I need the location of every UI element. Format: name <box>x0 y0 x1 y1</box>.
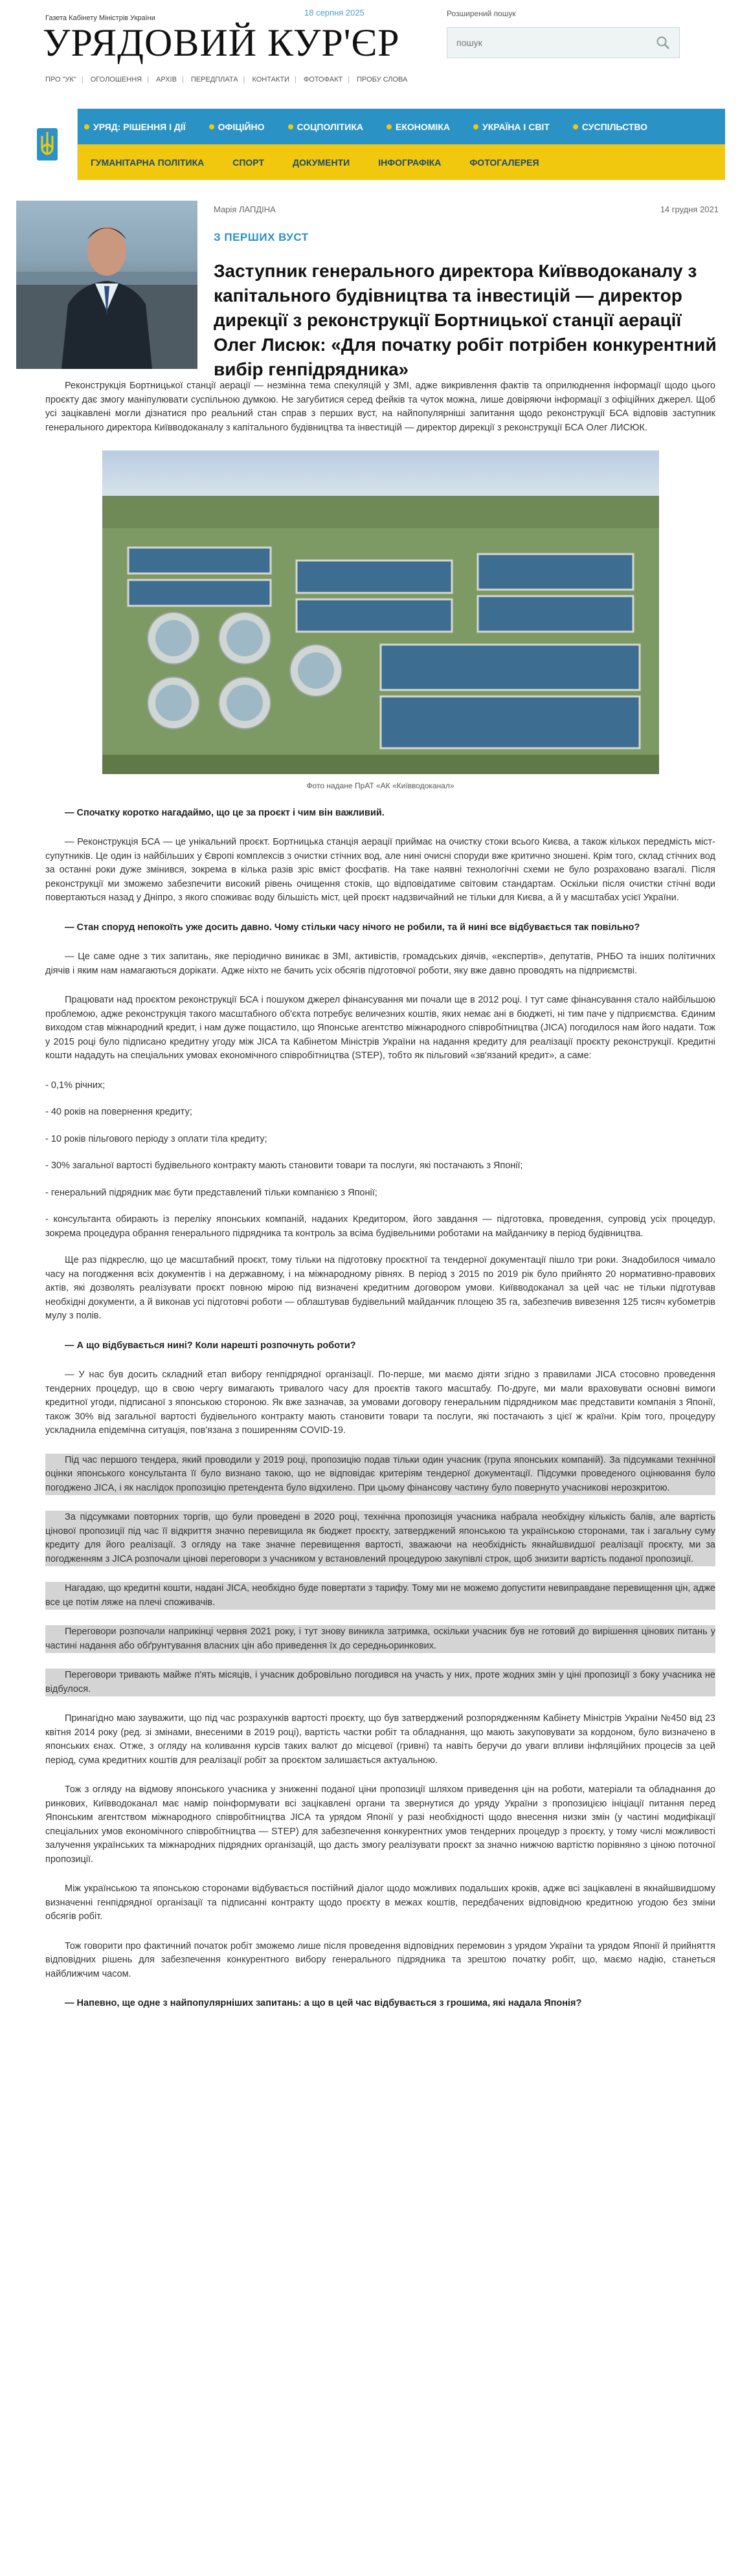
nav-item-official[interactable]: ОФІЦІЙНО <box>209 122 265 132</box>
question-3: — А що відбувається нині? Коли нарешті розпочнуть роботи? <box>65 1340 356 1351</box>
list-item: - 0,1% річних; <box>45 1080 106 1091</box>
highlighted-paragraph: За підсумками повторних торгів, що були проведені в 2020 році, технічна пропозиція учасника набрала необхідну кількість балів, але вартість цінової пропозиції під час її відкриття значно перевищила як бюджет проєкту, затверджений японською та українською сторонами, так і загальну суму кредиту для його реалізації. З огляду на таке значне перевищення вартості, зважаючи на необхідність якнайшвидшої реалізації проєкту, ми за погодженням з JICA розпочали цінові переговори з учасником у встановлений процедурою закупівлі строк, щоб знизити вартість поданої пропозиції. <box>45 1511 715 1566</box>
article-intro: Реконструкція Бортницької станції аерації — незмінна тема спекуляцій у ЗМІ, адже викривлення фактів та оприлюднення інформації щодо цього проєкту дає змогу маніпулювати суспільною думкою. Не загубитися серед фейків та чуток можна, лише довіряючи інформації з офіційних джерел. Щоб усі зацікавлені могли дізнатися про реальний стан справ з перших вуст, на найпопулярніші запитання щодо реконструкції БСА відповів заступник генерального директора Київводоканалу з капітального будівництва та інвестицій — директор дирекції з реконструкції БСА Олег ЛИСЮК. <box>45 381 715 433</box>
nav-item-photogallery[interactable]: ФОТОГАЛЕРЕЯ <box>469 157 539 168</box>
highlighted-paragraph: Переговори розпочали наприкінці червня 2021 року, і тут знову виникла затримка, оскільки учасник був не готовий до вирішення цінових питань у частині надання або обґрунтування власних цін або приведення їх до середньоринкових. <box>45 1625 715 1653</box>
top-link-words[interactable]: ПРОБУ СЛОВА <box>357 76 408 83</box>
question-2: — Стан споруд непокоїть уже досить давно. Чому стільки часу нічого не робили, та й нині все відбувається так повільно? <box>65 922 640 933</box>
list-item: - 40 років на повернення кредиту; <box>45 1107 192 1117</box>
current-date: 18 серпня 2025 <box>304 8 364 17</box>
nav-item-humanitarian[interactable]: ГУМАНІТАРНА ПОЛІТИКА <box>91 157 205 168</box>
question-1: — Спочатку коротко нагадаймо, що це за проєкт і чим він важливий. <box>65 807 385 818</box>
treatment-plant-photo <box>102 450 659 774</box>
answer-2-financing: Працювати над проєктом реконструкції БСА і пошуком джерел фінансування ми почали ще в 2012 році. І тут саме фінансування стало найбільшою проблемою, адже реконструкція такого масштабного об'єкта потребує величезних коштів, яких немає ані в бюджеті, ні тим паче у підприємства. Єдиним виходом став міжнародний кредит, і нам дуже пощастило, що Японське агентство міжнародного співробітництва (JICA) погодилося нам його надати. Тож у 2015 році було підписано кредитну угоду між JICA та Кабінетом Міністрів України на надання кредиту для реалізації проєкту реконструкції. Кредитні кошти нададуть на спеціальних умовах економічного співробітництва (STEP), тобто як пільговий «зв'язаний кредит», а саме: <box>45 995 715 1061</box>
advanced-search-link[interactable]: Розширений пошук <box>447 9 516 18</box>
nav-item-ukraine-world[interactable]: УКРАЇНА І СВІТ <box>473 122 550 132</box>
answer-4: Принагідно маю зауважити, що під час розрахунків вартості проєкту, що був затверджений розпорядженням Кабінету Міністрів України №450 від 23 квітня 2014 року (ред. зі змінами, внесеними в 2019 році), вартість частки робіт та обладнання, що мають закуповувати за кордоном, було визначено в японських єнах. Отже, з огляду на коливання курсів таких валют до місцевої (гривні) та навіть беручи до уваги впливи інфляційних процесів за цей період, сума кредитних коштів для реалізації робіт за проєктом залишається актуальною. <box>45 1713 715 1766</box>
search-box <box>447 27 680 58</box>
top-link-subscription[interactable]: ПЕРЕДПЛАТА <box>190 76 238 83</box>
highlighted-paragraph: Під час першого тендера, який проводили у 2019 році, пропозицію подав тільки один учасник (група японських компаній). За підсумками технічної оцінки японського консультанта її було визнано такою, що не відповідає критеріям тендерної документації. Підсумки проведеного оцінювання було погоджено JICA, і як наслідок пропозицію претендента було відхилено. При цьому фінансову частину було повернуто учасникові нерозкритою. <box>45 1454 715 1496</box>
answer-1: — Реконструкція БСА — це унікальний проєкт. Бортницька станція аерації приймає на очистку стоки всього Києва, а також кількох передмість міст-супутників. Це один із найбільших у Європі комплексів з очистки стічних вод, але нині очисні споруди вже критично зношені. Крім того, склад стічних вод за останні роки дуже змінився, зокрема в кілька разів зріс вміст фосфатів. На таке наявні технологічні схеми не було розраховано взагалі. Після реконструкції ми зможемо забезпечити високий рівень очищення стоків, що відповідатиме світовим стандартам. Оскільки після очистки стічні води повертаються назад у Дніпро, з якого споживає воду більшість міст, цей проєкт надзвичайний не тільки для Києва, а й у масштабах усієї України. <box>45 837 715 903</box>
answer-5: Тож з огляду на відмову японського учасника у зниженні поданої ціни пропозиції шляхом приведення цін на роботи, матеріали та обладнання до ринкових, Київводоканал має намір поінформувати всі зацікавлені органи та звернутися до уряду України з пропозицією ініціації питання перед Японським агентством міжнародного співробітництва JICA та урядом Японії у разі необхідності щодо внесення низки змін (у частині модифікації спеціальних умов економічного співробітництва — STEP) для забезпечення конкурентних умов тендерних процедур з проєкту, у тому числі можливості залучення українських та міжнародних підрядних організацій, що дасть змогу реалізувати проєкт за значно нижчою вартістю порівняно з ціною поточної пропозиції. <box>45 1784 715 1865</box>
list-item: - 30% загальної вартості будівельного контракту мають становити товари та послуги, які постачають з Японії; <box>45 1160 523 1171</box>
top-link-archive[interactable]: АРХІВ <box>156 76 177 83</box>
nav-row-primary <box>78 109 725 144</box>
answer-3: — У нас був досить складний етап вибору генпідрядної організації. По-перше, ми маємо діяти згідно з правилами JICA стосовно проведення тендерних процедур, що в свою чергу вимагають тривалого часу для проєктів такого масштабу. По-друге, ми мали враховувати основні вимоги кредитної угоди, підписаної з японською стороною. Як вже зазначав, за умовами договору генеральним підрядником має представити компанія з Японії, також 30% від загальної вартості будівельного контракту мають становити товари та послуги, які постачають з цієї ж країни. Крім того, процедуру ускладнила епідемічна ситуація, пов'язана з поширенням COVID-19. <box>45 1370 715 1436</box>
article-meta <box>214 205 719 214</box>
highlighted-paragraph: Переговори тривають майже п'ять місяців, і учасник добровільно погодився на участь у них, проте жодних змін у ціні пропозиції з боку учасника не відбулося. <box>45 1669 715 1696</box>
nav-row-secondary <box>78 144 725 180</box>
logo-subtitle: Газета Кабінету Міністрів України <box>45 14 155 22</box>
nav-item-society[interactable]: СУСПІЛЬСТВО <box>573 122 647 132</box>
list-item: - консультанта обирають із переліку японських компаній, наданих Кредитором, його завдання — підготовка, проведення, супровід усіх процедур, зокрема процедура обрання генерального підрядника та контроль за всіма будівельними роботами на майданчику в період будівництва. <box>45 1214 715 1239</box>
interviewee-photo <box>16 201 197 369</box>
bullet-icon <box>84 124 89 129</box>
bullet-icon <box>288 124 293 129</box>
article-author[interactable]: Марія ЛАПДІНА <box>214 205 276 214</box>
bullet-icon <box>573 124 578 129</box>
top-link-about[interactable]: ПРО "УК" <box>45 76 76 83</box>
bullet-icon <box>209 124 214 129</box>
answer-2: — Це саме одне з тих запитань, яке періодично виникає в ЗМІ, активістів, громадських діячів, «експертів», депутатів, РНБО та інших політичних діячів і яким нам намагаються дорікати. Адже ніхто не бачить усіх обсягів підготовчої роботи, яку вже давно проводять на підприємстві. <box>45 951 715 976</box>
trident-emblem-icon <box>16 109 78 180</box>
answer-6: Між українською та японською сторонами відбувається постійний діалог щодо можливих подальших кроків, адже всі зацікавлені в якнайшвидшому визначенні генпідрядної організації та підписанні контракту щодо проєкту в межах коштів, передбачених відповідною кредитною угодою без зміни обсягів робіт. <box>45 1883 715 1922</box>
bullet-icon <box>473 124 478 129</box>
main-navigation <box>16 109 725 180</box>
nav-item-infographics[interactable]: ІНФОГРАФІКА <box>378 157 442 168</box>
top-links: ПРО "УК" | ОГОЛОШЕННЯ | АРХІВ | ПЕРЕДПЛАТА | КОНТАКТИ | ФОТОФАКТ | ПРОБУ СЛОВА <box>45 76 408 83</box>
nav-item-sport[interactable]: СПОРТ <box>232 157 265 168</box>
search-icon[interactable] <box>656 36 670 50</box>
photo-caption: Фото надане ПрАТ «АК «Київводоканал» <box>306 781 454 790</box>
article-rubric[interactable]: З ПЕРШИХ ВУСТ <box>214 231 309 243</box>
article-date: 14 грудня 2021 <box>660 205 719 214</box>
nav-item-documents[interactable]: ДОКУМЕНТИ <box>293 157 350 168</box>
list-item: - генеральний підрядник має бути представлений тільки компанією з Японії; <box>45 1187 377 1198</box>
article-body <box>45 379 715 2026</box>
article-headline: Заступник генерального директора Київводоканалу з капітального будівництва та інвестицій — директор дирекції з реконструкції Бортницької станції аерації Олег Лисюк: «Для початку робіт потрібен конкурентний вибір генпідрядника» <box>214 261 717 379</box>
nav-item-social-policy[interactable]: СОЦПОЛІТИКА <box>288 122 363 132</box>
site-header <box>0 0 740 107</box>
list-item: - 10 років пільгового періоду з оплати тіла кредиту; <box>45 1133 267 1144</box>
bullet-icon <box>387 124 392 129</box>
article-figure <box>45 450 715 794</box>
answer-2-scale: Ще раз підкреслю, що це масштабний проєкт, тому тільки на підготовку проєктної та тендерної документації пішло три роки. Знадобилося чимало часу на погодження всіх документів і на державному, і на міжнародному рівнях. В період з 2015 по 2019 рік було прийнято 20 нормативно-правових актів, які дозволять реалізувати проєкт повною мірою під визначені кредитним договором умови. Київводоканал за цей час не тільки підготував необхідні документи, а й виконав усі підготовчі роботи — облаштував будівельний майданчик площею 35 га, забезпечив вивезення 125 тисяч кубометрів мулу з полів. <box>45 1255 715 1321</box>
nav-item-economy[interactable]: ЕКОНОМІКА <box>387 122 450 132</box>
nav-item-government[interactable]: УРЯД: РІШЕННЯ І ДІЇ <box>84 122 186 132</box>
loan-terms-list <box>45 1079 715 1241</box>
top-link-photofact[interactable]: ФОТОФАКТ <box>303 76 343 83</box>
top-link-contacts[interactable]: КОНТАКТИ <box>252 76 289 83</box>
highlighted-paragraph: Нагадаю, що кредитні кошти, надані JICA, необхідно буде повертати з тарифу. Тому ми не можемо допустити невиправдане перевищення цін, адже все це потім ляже на плечі споживачів. <box>45 1582 715 1610</box>
site-logo[interactable]: УРЯДОВИЙ КУР'ЄР <box>43 21 400 64</box>
search-input[interactable] <box>447 28 642 58</box>
top-link-ads[interactable]: ОГОЛОШЕННЯ <box>90 76 142 83</box>
answer-7: Тож говорити про фактичний початок робіт зможемо лише після проведення відповідних перемовин з урядом України та урядом Японії й прийняття відповідних рішень для забезпечення конкурентного вибору генерального підрядника та зрештою початку робіт, що, маємо надію, станеться найближчим часом. <box>45 1940 715 1979</box>
question-4: — Напевно, ще одне з найпопулярніших запитань: а що в цей час відбувається з грошима, які надала Японія? <box>65 1998 582 2008</box>
